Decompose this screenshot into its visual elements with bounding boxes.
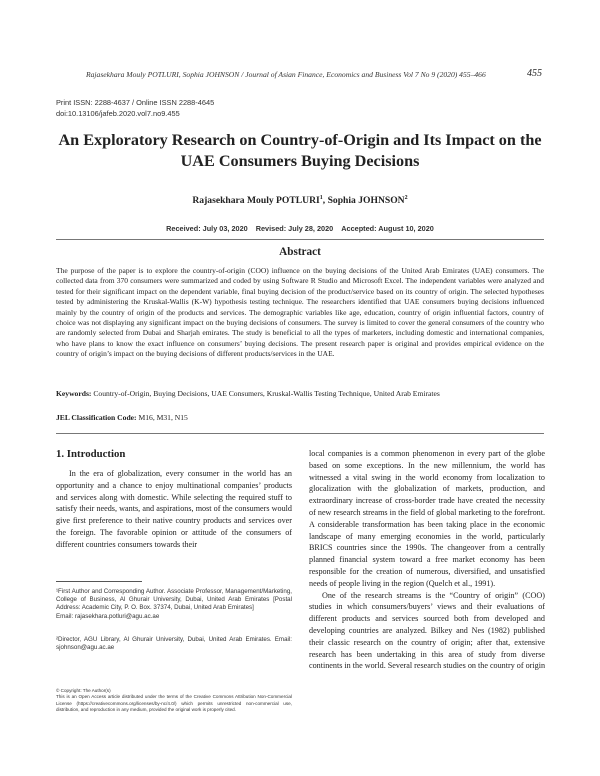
- issn-line: Print ISSN: 2288-4637 / Online ISSN 2288-4645: [56, 98, 215, 107]
- copyright-line: © Copyright: The Author(s): [56, 688, 111, 693]
- abstract-text: The purpose of the paper is to explore the country-of-origin (COO) influence on the buying decisions of the United Arab Emirates (UAE) consumers. The collected data from 370 consumers were summarized and coded by using Software R Studio and Microsoft Excel. The independent variables were analyzed and tested for their significant impact on the dependent variable, final buying decision of the product/service based on its country of origin. The selected hypotheses tested by administering the Kruskal-Wallis (K-W) hypothesis testing technique. The researchers identified that UAE consumers buying decisions influenced mainly by the country of origin of the products and services. The demographic variables like age, education, country of origin influential factors, country of choice was not displaying any significant impact on the buying decisions of consumers. The survey is limited to cover the general consumers of the country who are randomly selected from Dubai and Sharjah emirates. The study is beneficial to all the types of marketers, including domestic and international companies, who have plans to know the exact influence on consumers’ buying decisions. The present research paper is original and provides empirical evidence on the country of origin’s impact on the buying decisions of different products/services in the UAE.: [56, 266, 544, 359]
- keywords-line: [56, 389, 544, 398]
- footnote-1: [56, 588, 292, 621]
- footnote-1-email: Email: rajasekhara.potluri@agu.ac.ae: [56, 612, 160, 620]
- article-dates: [56, 224, 544, 233]
- jel-line: [56, 413, 544, 422]
- author-separator: ,: [322, 195, 328, 207]
- license-text: This is an Open Access article distributed under the terms of the Creative Commons Attribution Non-Commercial License (https://creativecommons.org/licenses/by-nc/4.0/) which permits unrestricted non-commercial use, distribution, and reproduction in any medium, provided the original work is properly cited.: [56, 694, 292, 712]
- jel-text: M16, M31, N15: [136, 413, 188, 422]
- intro-right-column: [309, 448, 545, 672]
- issn-block: [56, 98, 214, 119]
- title-line-1: An Exploratory Research on Country-of-Origin and Its Impact on the: [58, 131, 542, 149]
- copyright-block: [56, 688, 292, 713]
- footnote-1-text: ¹First Author and Corresponding Author. Associate Professor, Management/Marketing, College of Business, Al Ghurair University, Dubai, United Arab Emirates [Postal Address: Academic City, P. O. Box. 37374, Dubai, United Arab Emirates]: [56, 588, 292, 612]
- section-heading-introduction: 1. Introduction: [56, 448, 126, 460]
- author-1-sup: 1: [319, 195, 323, 201]
- author-2-sup: 2: [404, 195, 408, 201]
- intro-left-column: In the era of globalization, every consumer in the world has an opportunity and a chance to enjoy multinational companies’ products and services along with domestic. While selecting the required stuff to satisfy their needs, wants, and aspirations, most of the consumers would give first preference to their native country products and services over the foreign. The favorable opinion or attitude of the consumers of different countries consumers towards their: [56, 469, 292, 549]
- abstract-bottom-rule: [56, 433, 544, 434]
- keywords-label: Keywords:: [56, 389, 92, 398]
- footnote-rule: [56, 581, 142, 582]
- accepted-date: Accepted: August 10, 2020: [341, 224, 434, 233]
- author-1: Rajasekhara Mouly POTLURI: [192, 195, 320, 207]
- author-list: [56, 195, 544, 206]
- running-head: Rajasekhara Mouly POTLURI, Sophia JOHNSON / Journal of Asian Finance, Economics and Business Vol 7 No 9 (2020) 455–466: [86, 70, 486, 79]
- author-2: Sophia JOHNSON: [327, 195, 405, 207]
- received-date: Received: July 03, 2020: [166, 224, 248, 233]
- doi-line: doi:10.13106/jafeb.2020.vol7.no9.455: [56, 108, 180, 118]
- intro-paragraph-1: local companies is a common phenomenon in every part of the globe based on some exceptions. In the new millennium, the world has witnessed a vital swing in the world economy from localization to glocalization with the globalization of markets, production, and extraordinary increase of cross-border trade have created the necessity of new research streams in the field of global marketing to the forefront. A considerable transformation has been taking place in the economic landscape of many emerging economies in the world, particularly BRICS countries since the 1990s. The changeover from a centrally planned financial system toward a free market economy has been responsible for the creation of numerous, diversified, and unsatisfied needs of people living in the region (Quelch et al., 1991).: [309, 449, 545, 588]
- keywords-text: Country-of-Origin, Buying Decisions, UAE Consumers, Kruskal-Wallis Testing Technique, United Arab Emirates: [91, 389, 440, 398]
- jel-label: JEL Classification Code:: [56, 413, 137, 422]
- abstract-heading: Abstract: [279, 246, 321, 258]
- revised-date: Revised: July 28, 2020: [255, 224, 334, 233]
- abstract-top-rule: [56, 239, 544, 240]
- footnote-2: ²Director, AGU Library, Al Ghurair University, Dubai, United Arab Emirates. Email: sjohnson@agu.ac.ae: [56, 636, 292, 652]
- title-line-2: UAE Consumers Buying Decisions: [180, 152, 420, 170]
- intro-paragraph-2: One of the research streams is the “Country of origin” (COO) studies in which consumers/buyers’ views and their evaluations of different products and services sourced both from developed and developing countries are analyzed. Bilkey and Nes (1982) published their classic research on the country of origin; after that, extensive research has been undertaking in this area of study from diverse continents in the world. Several research studies on the country of origin: [309, 590, 546, 671]
- page-number: 455: [527, 68, 542, 79]
- paper-title: [56, 130, 544, 172]
